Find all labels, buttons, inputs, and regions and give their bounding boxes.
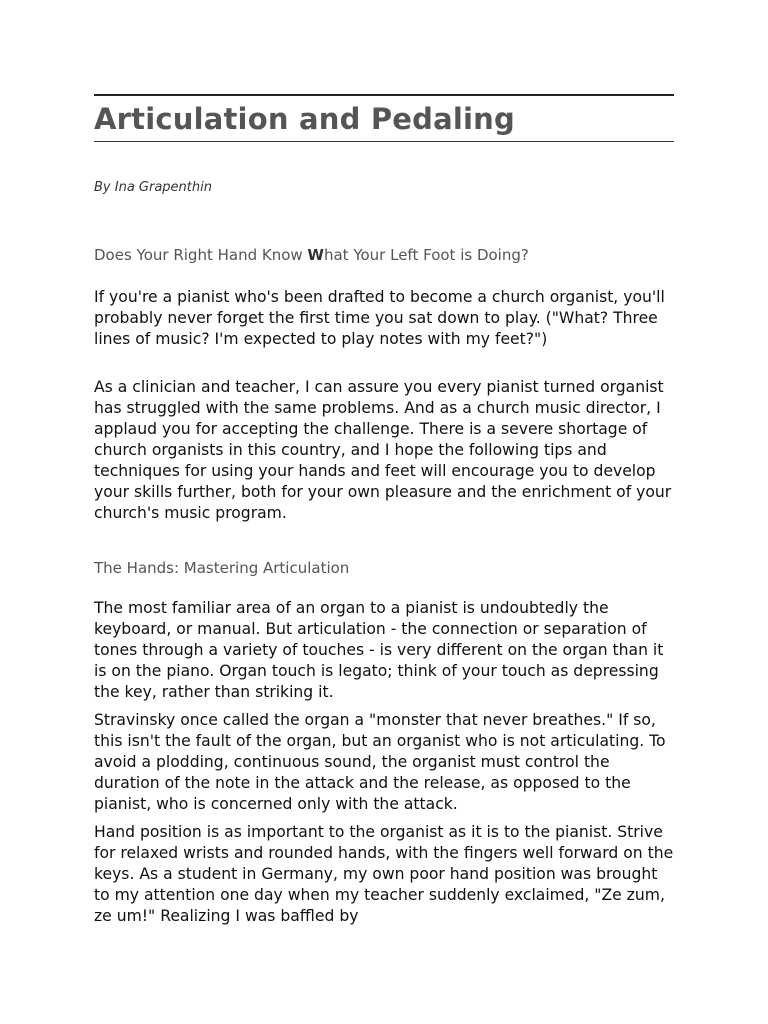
- section-heading-part: hat Your Left Foot is Doing?: [323, 246, 529, 264]
- section-heading-emphasis: W: [307, 246, 324, 264]
- title-bottom-rule: [94, 141, 674, 142]
- paragraph: Hand position is as important to the organist as it is to the pianist. Strive for relaxed wrists and rounded hands, with the fingers well forward on the keys. As a student in Germany, my own poor hand position was brought to my attention one day when my teacher suddenly exclaimed, "Ze zum, ze um!" Realizing I was baffled by: [94, 823, 674, 925]
- byline: By Ina Grapenthin: [94, 180, 212, 195]
- paragraph: If you're a pianist who's been drafted to become a church organist, you'll probably never forget the first time you sat down to play. ("What? Three lines of music? I'm expected to play notes with my feet?"): [94, 288, 665, 348]
- paragraph: The most familiar area of an organ to a pianist is undoubtedly the keyboard, or manual. But articulation - the connection or separation of tones through a variety of touches - is very different on the organ than it is on the piano. Organ touch is legato; think of your touch as depressing the key, rather than striking it.: [94, 599, 664, 701]
- section-heading-part: Does Your Right Hand Know: [94, 246, 308, 264]
- title-top-rule: [94, 94, 674, 96]
- section-heading-right-hand: [94, 246, 529, 264]
- paragraph: As a clinician and teacher, I can assure you every pianist turned organist has struggled with the same problems. And as a church music director, I applaud you for accepting the challenge. There is a severe shortage of church organists in this country, and I hope the following tips and techniques for using your hands and feet will encourage you to develop your skills further, both for your own pleasure and the enrichment of your church's music program.: [94, 378, 672, 522]
- paragraph: Stravinsky once called the organ a "monster that never breathes." If so, this isn't the fault of the organ, but an organist who is not articulating. To avoid a plodding, continuous sound, the organist must control the duration of the note in the attack and the release, as opposed to the pianist, who is concerned only with the attack.: [94, 711, 666, 813]
- section-heading-hands: The Hands: Mastering Articulation: [94, 559, 350, 577]
- article-title: Articulation and Pedaling: [94, 102, 515, 136]
